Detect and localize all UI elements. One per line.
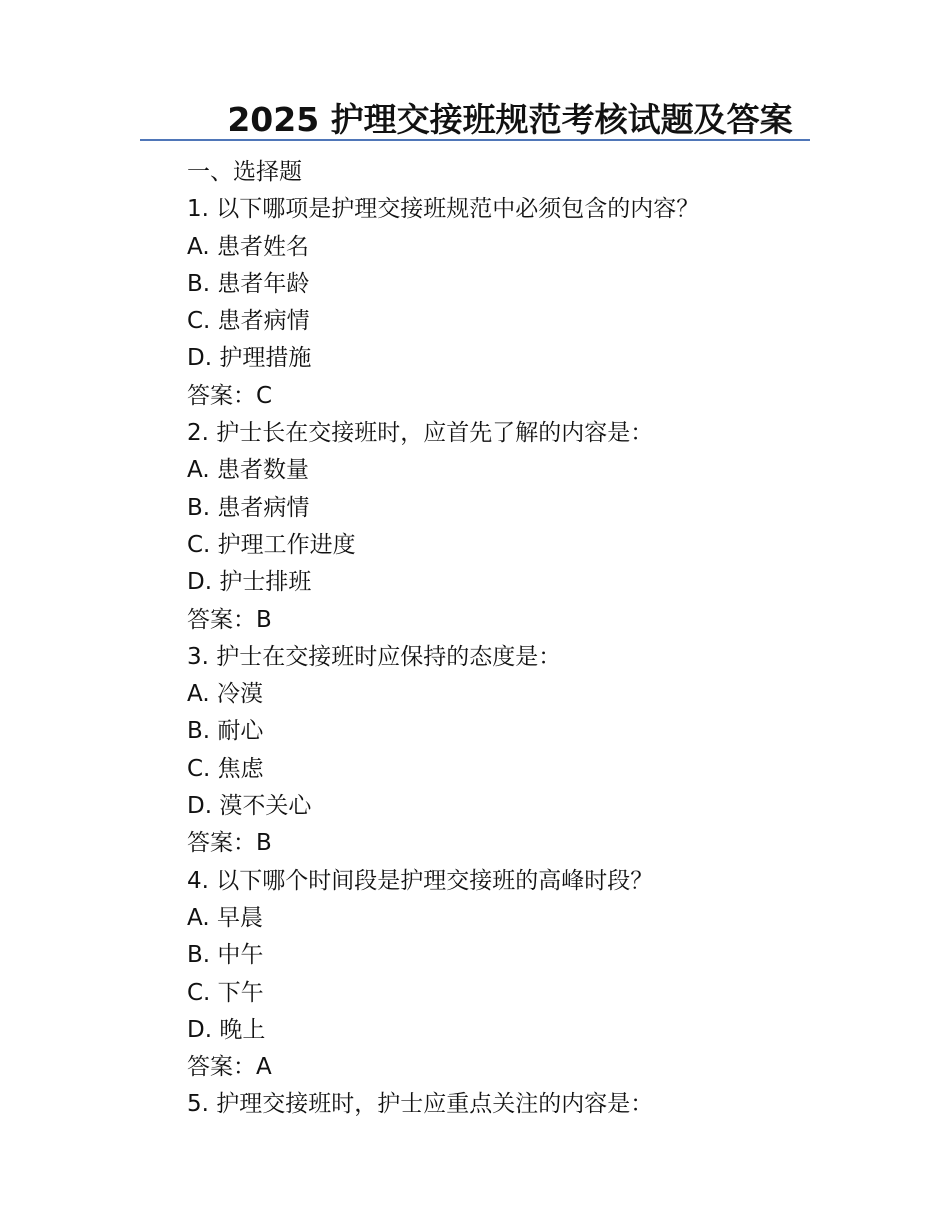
question-option: A. 冷漠	[187, 681, 263, 708]
question-option: B. 耐心	[187, 718, 264, 745]
document-body	[187, 154, 827, 1124]
section-heading: 一、选择题	[187, 159, 302, 185]
question-option: A. 患者数量	[187, 457, 309, 484]
question-option: D. 漠不关心	[187, 793, 312, 820]
question-option: D. 晚上	[187, 1016, 266, 1043]
title-underline	[140, 139, 810, 141]
question-option: D. 护理措施	[187, 345, 312, 372]
question-option: B. 患者病情	[187, 494, 310, 521]
question-stem: 1. 以下哪项是护理交接班规范中必须包含的内容？	[187, 196, 700, 223]
question-stem: 4. 以下哪个时间段是护理交接班的高峰时段？	[187, 867, 654, 894]
question-option: B. 中午	[187, 942, 264, 969]
question-option: C. 焦虑	[187, 755, 264, 782]
document-title: 2025 护理交接班规范考核试题及答案	[227, 100, 793, 139]
question-answer: 答案：B	[187, 606, 272, 633]
question-answer: 答案：A	[187, 1054, 272, 1081]
question-option: D. 护士排班	[187, 569, 312, 596]
question-answer: 答案：B	[187, 830, 272, 857]
question-option: C. 护理工作进度	[187, 531, 356, 558]
question-stem: 5. 护理交接班时，护士应重点关注的内容是：	[187, 1091, 654, 1118]
question-stem: 3. 护士在交接班时应保持的态度是：	[187, 643, 562, 670]
question-stem: 2. 护士长在交接班时，应首先了解的内容是：	[187, 420, 654, 447]
question-option: A. 患者姓名	[187, 233, 309, 260]
question-option: A. 早晨	[187, 904, 263, 931]
question-answer: 答案：C	[187, 382, 273, 409]
question-option: C. 下午	[187, 979, 264, 1006]
question-option: C. 患者病情	[187, 308, 310, 335]
question-option: B. 患者年龄	[187, 270, 310, 297]
